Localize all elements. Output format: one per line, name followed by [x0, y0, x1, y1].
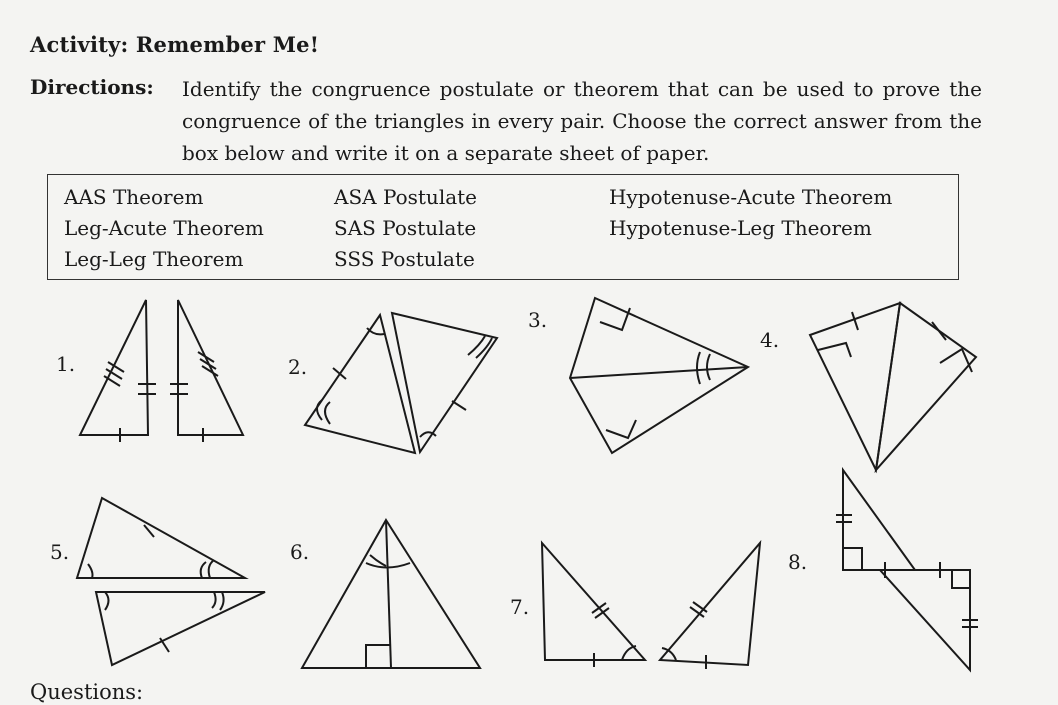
answer-option: Hypotenuse-Leg Theorem — [609, 216, 872, 240]
answer-option: ASA Postulate — [334, 185, 478, 209]
figure-number: 2. — [288, 355, 308, 379]
figure-number: 4. — [760, 328, 780, 352]
figure-5-triangles — [77, 498, 265, 665]
figure-4-triangles — [810, 303, 976, 470]
figure-2-triangles — [305, 313, 497, 453]
figure-number: 3. — [528, 308, 548, 332]
answer-option: Hypotenuse-Acute Theorem — [609, 185, 893, 209]
figure-number: 7. — [510, 595, 530, 619]
figure-number: 1. — [56, 352, 76, 376]
answer-option: Leg-Leg Theorem — [64, 247, 244, 271]
figure-8-triangles — [836, 470, 978, 670]
activity-title: Activity: Remember Me! — [30, 32, 320, 57]
answer-option: SSS Postulate — [334, 247, 475, 271]
directions-text: Identify the congruence postulate or theorem that can be used to prove the congruence of the triangles in every pair. Choose the correct answer from the box below and write it on a separate sheet of paper. — [182, 77, 982, 165]
answer-option: Leg-Acute Theorem — [64, 216, 264, 240]
figure-number: 8. — [788, 550, 808, 574]
answer-option: AAS Theorem — [64, 185, 204, 209]
directions-label: Directions: — [30, 75, 154, 99]
figure-6-triangles — [302, 520, 480, 668]
figure-7-triangles — [542, 543, 760, 669]
figure-number: 6. — [290, 540, 310, 564]
answer-option: SAS Postulate — [334, 216, 477, 240]
figure-3-triangles — [570, 298, 748, 453]
figure-number: 5. — [50, 540, 70, 564]
questions-label: Questions: — [30, 680, 144, 704]
figure-1-triangles — [80, 300, 243, 442]
